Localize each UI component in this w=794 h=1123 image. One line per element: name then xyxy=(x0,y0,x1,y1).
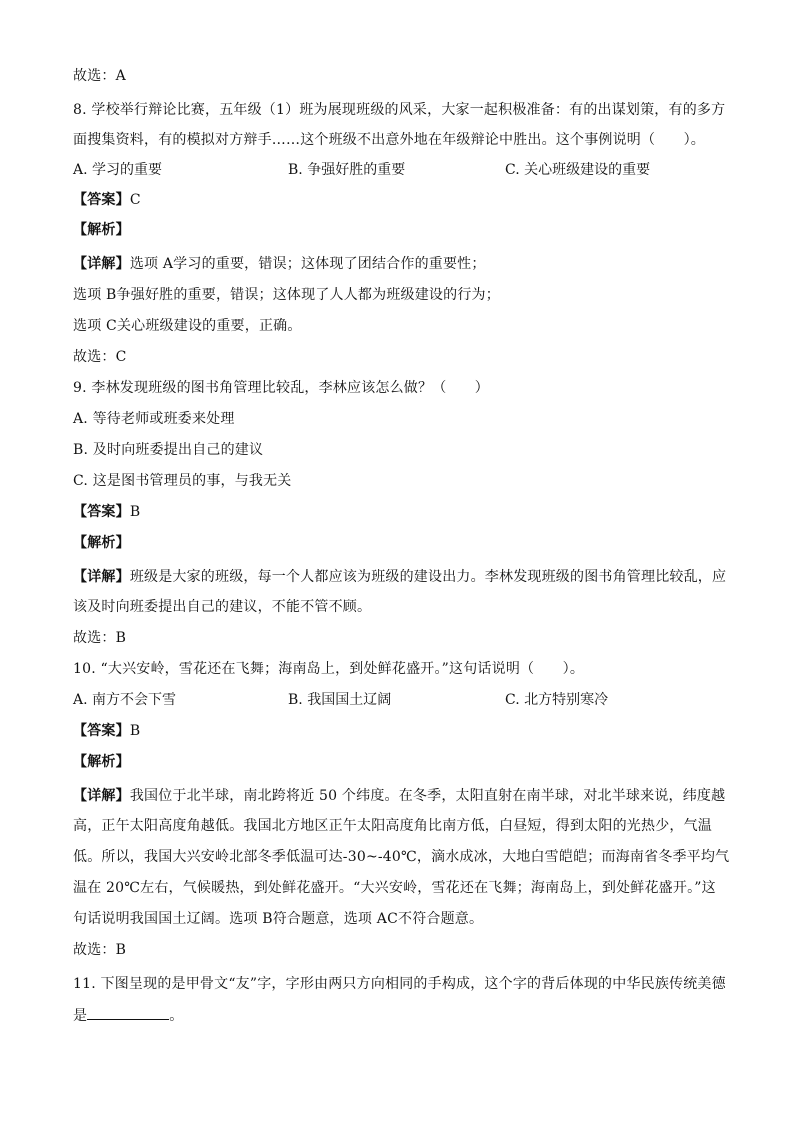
question-8-option-a: A. 学习的重要 xyxy=(73,162,163,178)
question-10-choice: 故选：B xyxy=(73,942,127,958)
detail-tag: 【详解】 xyxy=(73,569,130,585)
answer-tag: 【答案】 xyxy=(73,723,130,739)
question-8-answer xyxy=(73,190,723,210)
question-10-analysis-tag: 【解析】 xyxy=(73,754,130,770)
question-9-option-c: C. 这是图书管理员的事，与我无关 xyxy=(73,473,292,489)
question-10-detail-4: 温在 20℃左右，气候暖热，到处鲜花盛开。“大兴安岭，雪花还在飞舞；海南岛上，到处鲜花盛开。”这 xyxy=(73,880,716,896)
question-9-analysis-tag: 【解析】 xyxy=(73,535,130,551)
question-11-line-1: 11. 下图呈现的是甲骨文“友”字，字形由两只方向相同的手构成，这个字的背后体现的中华民族传统美德 xyxy=(73,976,726,992)
question-8-option-c: C. 关心班级建设的重要 xyxy=(505,162,651,178)
detail-tag: 【详解】 xyxy=(73,788,130,804)
answer-tag: 【答案】 xyxy=(73,504,130,520)
question-10-detail-1: 【详解】我国位于北半球，南北跨将近 50 个纬度。在冬季，太阳直射在南半球，对北半球来说，纬度越 xyxy=(73,788,726,804)
question-9: 9. 李林发现班级的图书角管理比较乱，李林应该怎么做？（ ） xyxy=(73,380,490,396)
question-10: 10. “大兴安岭，雪花还在飞舞；海南岛上，到处鲜花盛开。”这句话说明（ ）。 xyxy=(73,661,585,677)
answer-value: B xyxy=(129,504,141,520)
question-8-line-1: 8. 学校举行辩论比赛，五年级（1）班为展现班级的风采，大家一起积极准备：有的出谋划策，有的多方 xyxy=(73,102,726,118)
question-10-detail-2: 高，正午太阳高度角越低。我国北方地区正午太阳高度角比南方低，白昼短，得到太阳的光热少，气温 xyxy=(73,818,712,834)
answer-blank[interactable] xyxy=(87,1005,169,1020)
question-8-analysis-tag: 【解析】 xyxy=(73,222,130,238)
answer-tag: 【答案】 xyxy=(73,192,130,208)
prev-choice: 故选：A xyxy=(73,68,126,84)
question-10-detail-5: 句话说明我国国土辽阔。选项 B符合题意，选项 AC不符合题意。 xyxy=(73,911,484,927)
question-8-detail-1: 【详解】选项 A学习的重要，错误；这体现了团结合作的重要性； xyxy=(73,256,486,272)
question-11-line-2: 是 。 xyxy=(73,1005,723,1026)
question-8-option-b: B. 争强好胜的重要 xyxy=(288,162,406,178)
question-8-detail-3: 选项 C关心班级建设的重要，正确。 xyxy=(73,318,302,334)
question-10-option-a: A. 南方不会下雪 xyxy=(73,692,177,708)
question-8-line-2: 面搜集资料，有的模拟对方辩手……这个班级不出意外地在年级辩论中胜出。这个事例说明（ ）。 xyxy=(73,132,705,148)
question-9-option-a: A. 等待老师或班委来处理 xyxy=(73,411,235,427)
question-10-option-b: B. 我国国土辽阔 xyxy=(288,692,392,708)
question-10-answer xyxy=(73,721,723,741)
question-9-choice: 故选：B xyxy=(73,630,127,646)
question-9-detail-1: 【详解】班级是大家的班级，每一个人都应该为班级的建设出力。李林发现班级的图书角管理比较乱，应 xyxy=(73,569,727,585)
question-10-option-c: C. 北方特别寒冷 xyxy=(505,692,609,708)
question-10-detail-3: 低。所以，我国大兴安岭北部冬季低温可达-30~-40℃，滴水成冰，大地白雪皑皑；而海南省冬季平均气 xyxy=(73,849,730,865)
detail-tag: 【详解】 xyxy=(73,256,130,272)
question-8-detail-2: 选项 B争强好胜的重要，错误；这体现了人人都为班级建设的行为； xyxy=(73,287,500,303)
question-9-detail-2: 该及时向班委提出自己的建议，不能不管不顾。 xyxy=(73,599,372,615)
question-9-option-b: B. 及时向班委提出自己的建议 xyxy=(73,442,264,458)
answer-value: C xyxy=(129,192,141,208)
question-9-answer xyxy=(73,502,723,522)
question-8-choice: 故选：C xyxy=(73,349,127,365)
answer-value: B xyxy=(129,723,141,739)
